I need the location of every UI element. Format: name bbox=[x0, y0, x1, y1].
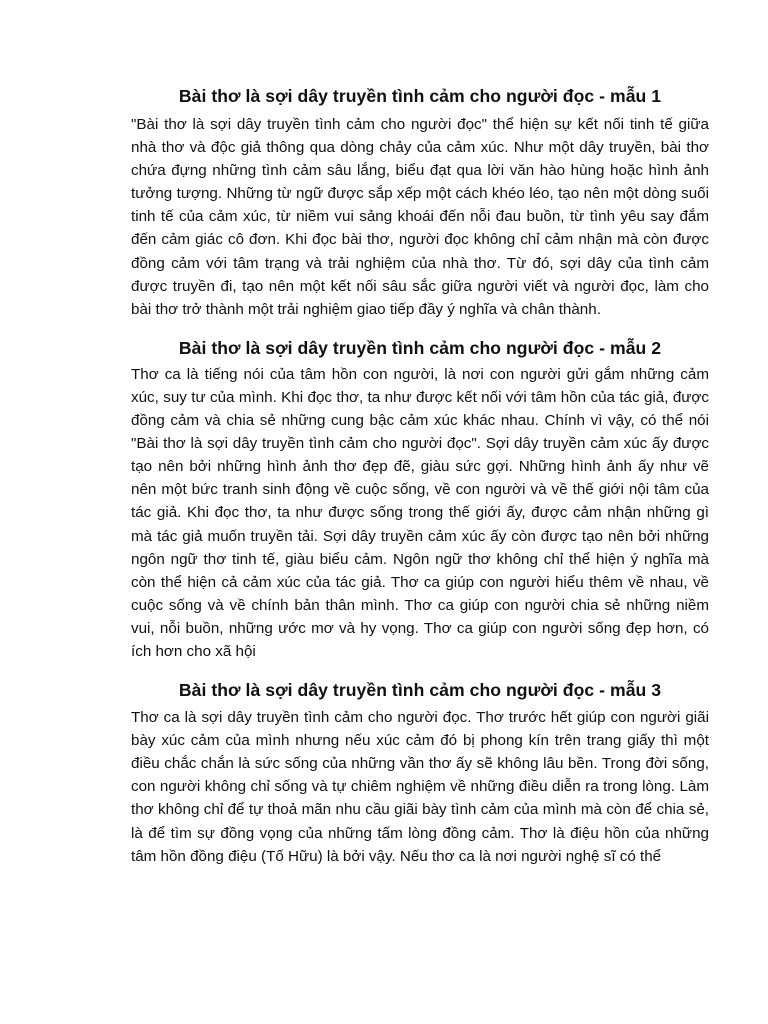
section-paragraph-2: Thơ ca là tiếng nói của tâm hồn con người, là nơi con người gửi gắm những cảm xúc, suy tư của mình. Khi đọc thơ, ta như được kết nối với tâm hồn của tác giả, được đồng cảm và chia sẻ những cung bậc cảm xúc khác nhau. Chính vì vậy, có thể nói "Bài thơ là sợi dây truyền tình cảm cho người đọc". Sợi dây truyền cảm xúc ấy được tạo nên bởi những hình ảnh thơ đẹp đẽ, giàu sức gợi. Những hình ảnh ấy như vẽ nên một bức tranh sinh động về cuộc sống, về con người và về thế giới nội tâm của tác giả. Khi đọc thơ, ta như được sống trong thế giới ấy, được cảm nhận những gì mà tác giả muốn truyền tải. Sợi dây truyền cảm xúc ấy còn được tạo nên bởi những ngôn ngữ thơ tinh tế, giàu biểu cảm. Ngôn ngữ thơ không chỉ thể hiện ý nghĩa mà còn thể hiện cả cảm xúc của tác giả. Thơ ca giúp con người hiểu thêm về nhau, về cuộc sống và về chính bản thân mình. Thơ ca giúp con người chia sẻ những niềm vui, nỗi buồn, những ước mơ và hy vọng. Thơ ca giúp con người sống đẹp hơn, có ích hơn cho xã hội bbox=[131, 365, 709, 660]
section-title-1: Bài thơ là sợi dây truyền tình cảm cho người đọc - mẫu 1 bbox=[178, 86, 662, 106]
section-paragraph-1: "Bài thơ là sợi dây truyền tình cảm cho người đọc" thể hiện sự kết nối tinh tế giữa nhà thơ và độc giả thông qua dòng chảy của cảm xúc. Như một dây truyền, bài thơ chứa đựng những tình cảm sâu lắng, biểu đạt qua lời văn hào hùng hoặc hình ảnh tưởng tượng. Những từ ngữ được sắp xếp một cách khéo léo, tạo nên một dòng suối tinh tế của cảm xúc, từ niềm vui sảng khoái đến nỗi đau buồn, từ tình yêu say đắm đến cảm giác cô đơn. Khi đọc bài thơ, người đọc không chỉ cảm nhận mà còn được đồng cảm với tâm trạng và trải nghiệm của nhà thơ. Từ đó, sợi dây của tình cảm được truyền đi, tạo nên một kết nối sâu sắc giữa người viết và người đọc, làm cho bài thơ trở thành một trải nghiệm giao tiếp đầy ý nghĩa và chân thành. bbox=[131, 116, 709, 318]
section-title-2: Bài thơ là sợi dây truyền tình cảm cho người đọc - mẫu 2 bbox=[178, 337, 662, 358]
document-page bbox=[131, 84, 709, 868]
section-title-3: Bài thơ là sợi dây truyền tình cảm cho người đọc - mẫu 3 bbox=[178, 680, 662, 701]
section-paragraph-3: Thơ ca là sợi dây truyền tình cảm cho người đọc. Thơ trước hết giúp con người giãi bày xúc cảm của mình nhưng nếu xúc cảm đó bị phong kín trên trang giấy thì một điều chắc chắn là sức sống của những vần thơ ấy sẽ không lâu bền. Trong đời sống, con người không chỉ sống và tự chiêm nghiệm về những điều diễn ra trong lòng. Làm thơ không chỉ để tự thoả mãn nhu cầu giãi bày tình cảm của mình mà còn để chia sẻ, là để tìm sự đồng vọng của những tấm lòng đồng cảm. Thơ là điệu hồn của những tâm hồn đồng điệu (Tố Hữu) là bởi vậy. Nếu thơ ca là nơi người nghệ sĩ có thể bbox=[131, 709, 709, 865]
